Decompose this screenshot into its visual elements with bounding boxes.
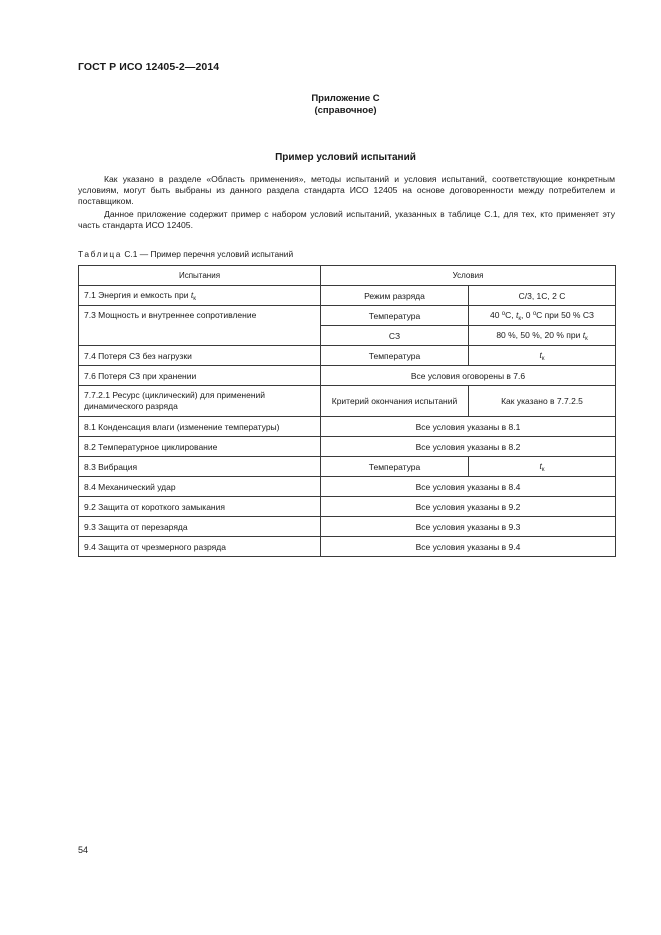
page-number: 54 xyxy=(78,845,89,855)
table-row xyxy=(79,286,616,306)
var-t: t xyxy=(582,329,586,340)
table-row xyxy=(79,457,616,477)
test-cell: 9.3 Защита от перезаряда xyxy=(79,517,321,537)
param-cell: Температура xyxy=(321,457,469,477)
param-cell: Режим разряда xyxy=(321,286,469,306)
param-cell: Критерий окончания испытаний xyxy=(321,386,469,417)
table-row xyxy=(79,537,616,557)
value-cell xyxy=(469,326,616,346)
value-cell: С/3, 1С, 2 С xyxy=(469,286,616,306)
table-row xyxy=(79,386,616,417)
var-sub: к xyxy=(193,295,196,302)
value-cell: Все условия указаны в 9.3 xyxy=(321,517,616,537)
test-cell: 7.4 Потеря СЗ без нагрузки xyxy=(79,346,321,366)
table-row xyxy=(79,306,616,326)
table-header-row xyxy=(79,266,616,286)
value-cell xyxy=(469,457,616,477)
var-t: t xyxy=(190,289,194,300)
value-part: 80 %, 50 %, 20 % при xyxy=(496,329,583,340)
table-caption xyxy=(78,249,293,259)
value-cell: Все условия указаны в 8.2 xyxy=(321,437,616,457)
body-text xyxy=(78,174,615,232)
param-cell: Температура xyxy=(321,346,469,366)
test-cell: 8.4 Механический удар xyxy=(79,477,321,497)
test-cell: 8.2 Температурное циклирование xyxy=(79,437,321,457)
var-sub: к xyxy=(518,315,522,322)
var-t: t xyxy=(539,349,542,360)
table-row xyxy=(79,477,616,497)
test-cell: 9.2 Защита от короткого замыкания xyxy=(79,497,321,517)
test-cell: 8.3 Вибрация xyxy=(79,457,321,477)
degree-mark: о xyxy=(532,310,537,317)
appendix-title: Приложение С xyxy=(311,93,380,104)
value-cell: Как указано в 7.7.2.5 xyxy=(469,386,616,417)
param-cell: СЗ xyxy=(321,326,469,346)
table-row xyxy=(79,437,616,457)
paragraph: Данное приложение содержит пример с набором условий испытаний, указанных в таблице С.1, для тех, кто применяет эту часть стандарта ИСО 12405. xyxy=(78,208,615,230)
value-part: , 0 xyxy=(521,309,533,320)
table-caption-label: Таблица xyxy=(78,249,123,259)
conditions-table xyxy=(78,265,616,557)
section-title: Пример условий испытаний xyxy=(275,152,416,163)
table-caption-number: С.1 xyxy=(124,249,138,259)
test-label: 7.1 Энергия и емкость при xyxy=(84,289,191,300)
var-sub: к xyxy=(541,466,545,473)
test-cell: 7.6 Потеря СЗ при хранении xyxy=(79,366,321,386)
value-part: С при 50 % СЗ xyxy=(536,309,595,320)
value-cell xyxy=(469,346,616,366)
table-row xyxy=(79,366,616,386)
value-cell: Все условия указаны в 9.2 xyxy=(321,497,616,517)
var-sub: к xyxy=(541,355,545,362)
var-sub: к xyxy=(585,335,588,342)
test-cell: 9.4 Защита от чрезмерного разряда xyxy=(79,537,321,557)
var-t: t xyxy=(516,309,519,320)
test-cell: 7.7.2.1 Ресурс (циклический) для применений динамического разряда xyxy=(79,386,321,417)
value-cell: Все условия указаны в 9.4 xyxy=(321,537,616,557)
table-row xyxy=(79,517,616,537)
value-cell xyxy=(469,306,616,326)
var-t: t xyxy=(539,460,542,471)
test-cell: 7.3 Мощность и внутреннее сопротивление xyxy=(79,306,321,346)
paragraph: Как указано в разделе «Область применения», методы испытаний и условия испытаний, соответствующие конкретным условиям, могут быть выбраны из данного раздела стандарта ИСО 12405 на основе договоренности между потребителем и поставщиком. xyxy=(78,174,615,207)
table-row xyxy=(79,417,616,437)
value-part: С, xyxy=(505,309,517,320)
value-cell: Все условия оговорены в 7.6 xyxy=(321,366,616,386)
param-cell: Температура xyxy=(321,306,469,326)
test-cell xyxy=(79,286,321,306)
appendix-note: (справочное) xyxy=(314,105,377,116)
header-tests: Испытания xyxy=(79,266,321,286)
degree-mark: о xyxy=(501,310,506,317)
table-caption-text: — Пример перечня условий испытаний xyxy=(139,249,294,259)
document-header: ГОСТ Р ИСО 12405-2—2014 xyxy=(78,61,220,73)
header-conditions: Условия xyxy=(321,266,616,286)
table-row xyxy=(79,497,616,517)
test-cell: 8.1 Конденсация влаги (изменение температуры) xyxy=(79,417,321,437)
value-cell: Все условия указаны в 8.4 xyxy=(321,477,616,497)
value-part: 40 xyxy=(489,309,502,320)
appendix-heading xyxy=(0,93,661,117)
table-row xyxy=(79,346,616,366)
value-cell: Все условия указаны в 8.1 xyxy=(321,417,616,437)
